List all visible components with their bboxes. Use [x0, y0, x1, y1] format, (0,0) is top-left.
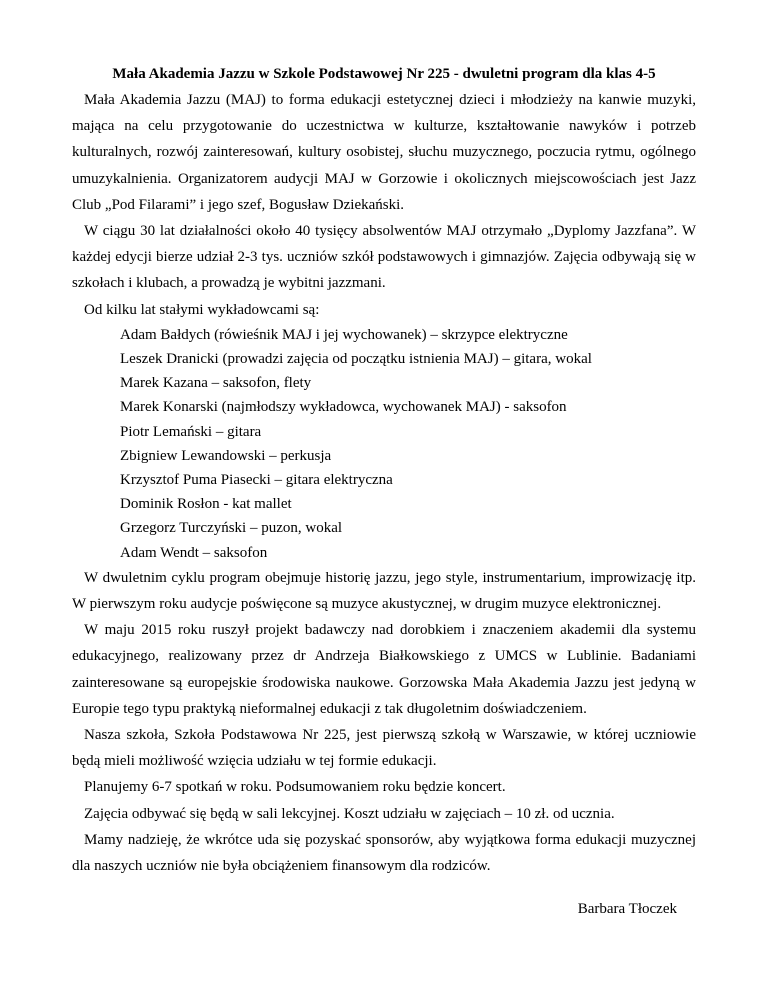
- paragraph-research: W maju 2015 roku ruszył projekt badawczy nad dorobkiem i znaczeniem akademii dla systemu edukacyjnego, realizowany przez dr Andrzeja Białkowskiego z UMCS w Lublinie. Badaniami zainteresowane są europejskie środowiska naukowe. Gorzowska Mała Akademia Jazzu jest jedyną w Europie tego typu praktyką nieformalnej edukacji z tak długoletnim doświadczeniem.: [72, 622, 696, 717]
- paragraph-meetings: Planujemy 6-7 spotkań w roku. Podsumowaniem roku będzie koncert.: [84, 779, 506, 796]
- paragraph-cost: Zajęcia odbywać się będą w sali lekcyjnej. Koszt udziału w zajęciach – 10 zł. od ucznia.: [84, 805, 615, 822]
- list-item: Piotr Lemański – gitara: [120, 423, 262, 440]
- list-item: Zbigniew Lewandowski – perkusja: [120, 447, 332, 464]
- list-item: Grzegorz Turczyński – puzon, wokal: [120, 520, 343, 537]
- document-title: Mała Akademia Jazzu w Szkole Podstawowej Nr 225 - dwuletni program dla klas 4-5: [112, 66, 656, 82]
- paragraph-program: W dwuletnim cyklu program obejmuje historię jazzu, jego style, instrumentarium, improwizację itp. W pierwszym roku audycje poświęcone są muzyce akustycznej, w drugim muzyce elektronicznej.: [72, 569, 696, 613]
- paragraph-lecturers-intro: Od kilku lat stałymi wykładowcami są:: [84, 301, 320, 318]
- list-item: Adam Wendt – saksofon: [120, 544, 268, 561]
- list-item: Dominik Rosłon - kat mallet: [120, 496, 292, 513]
- signature: Barbara Tłoczek: [577, 901, 677, 917]
- list-item: Krzysztof Puma Piasecki – gitara elektryczna: [120, 472, 393, 489]
- list-item: Marek Konarski (najmłodszy wykładowca, wychowanek MAJ) - saksofon: [120, 399, 567, 416]
- document-page: [72, 62, 696, 879]
- paragraph-intro: Mała Akademia Jazzu (MAJ) to forma edukacji estetycznej dzieci i młodzieży na kanwie muzyki, mająca na celu przygotowanie do uczestnictwa w kulturze, kształtowanie nawyków i potrzeb kulturalnych, rozwój zainteresowań, kultury osobistej, słuchu muzycznego, poczucia rytmu, ogólnego umuzykalnienia. Organizatorem audycji MAJ w Gorzowie i okolicznych miejscowościach jest Jazz Club „Pod Filarami” i jego szef, Bogusław Dziekański.: [72, 92, 696, 213]
- paragraph-school: Nasza szkoła, Szkoła Podstawowa Nr 225, jest pierwszą szkołą w Warszawie, w której uczniowie będą mieli możliwość wzięcia udziału w tej formie edukacji.: [72, 727, 696, 770]
- paragraph-sponsors: Mamy nadzieję, że wkrótce uda się pozyskać sponsorów, aby wyjątkowa forma edukacji muzycznej dla naszych uczniów nie była obciążeniem finansowym dla rodziców.: [72, 831, 696, 875]
- list-item: Adam Bałdych (rówieśnik MAJ i jej wychowanek) – skrzypce elektryczne: [120, 326, 568, 343]
- list-item: Marek Kazana – saksofon, flety: [120, 375, 312, 392]
- lecturer-list: [72, 323, 696, 565]
- paragraph-history: W ciągu 30 lat działalności około 40 tysięcy absolwentów MAJ otrzymało „Dyplomy Jazzfana”. W każdej edycji bierze udział 2-3 tys. uczniów szkół podstawowych i gimnazjów. Zajęcia odbywają się w szkołach i klubach, a prowadzą je wybitni jazzmani.: [72, 223, 696, 292]
- list-item: Leszek Dranicki (prowadzi zajęcia od początku istnienia MAJ) – gitara, wokal: [120, 351, 592, 368]
